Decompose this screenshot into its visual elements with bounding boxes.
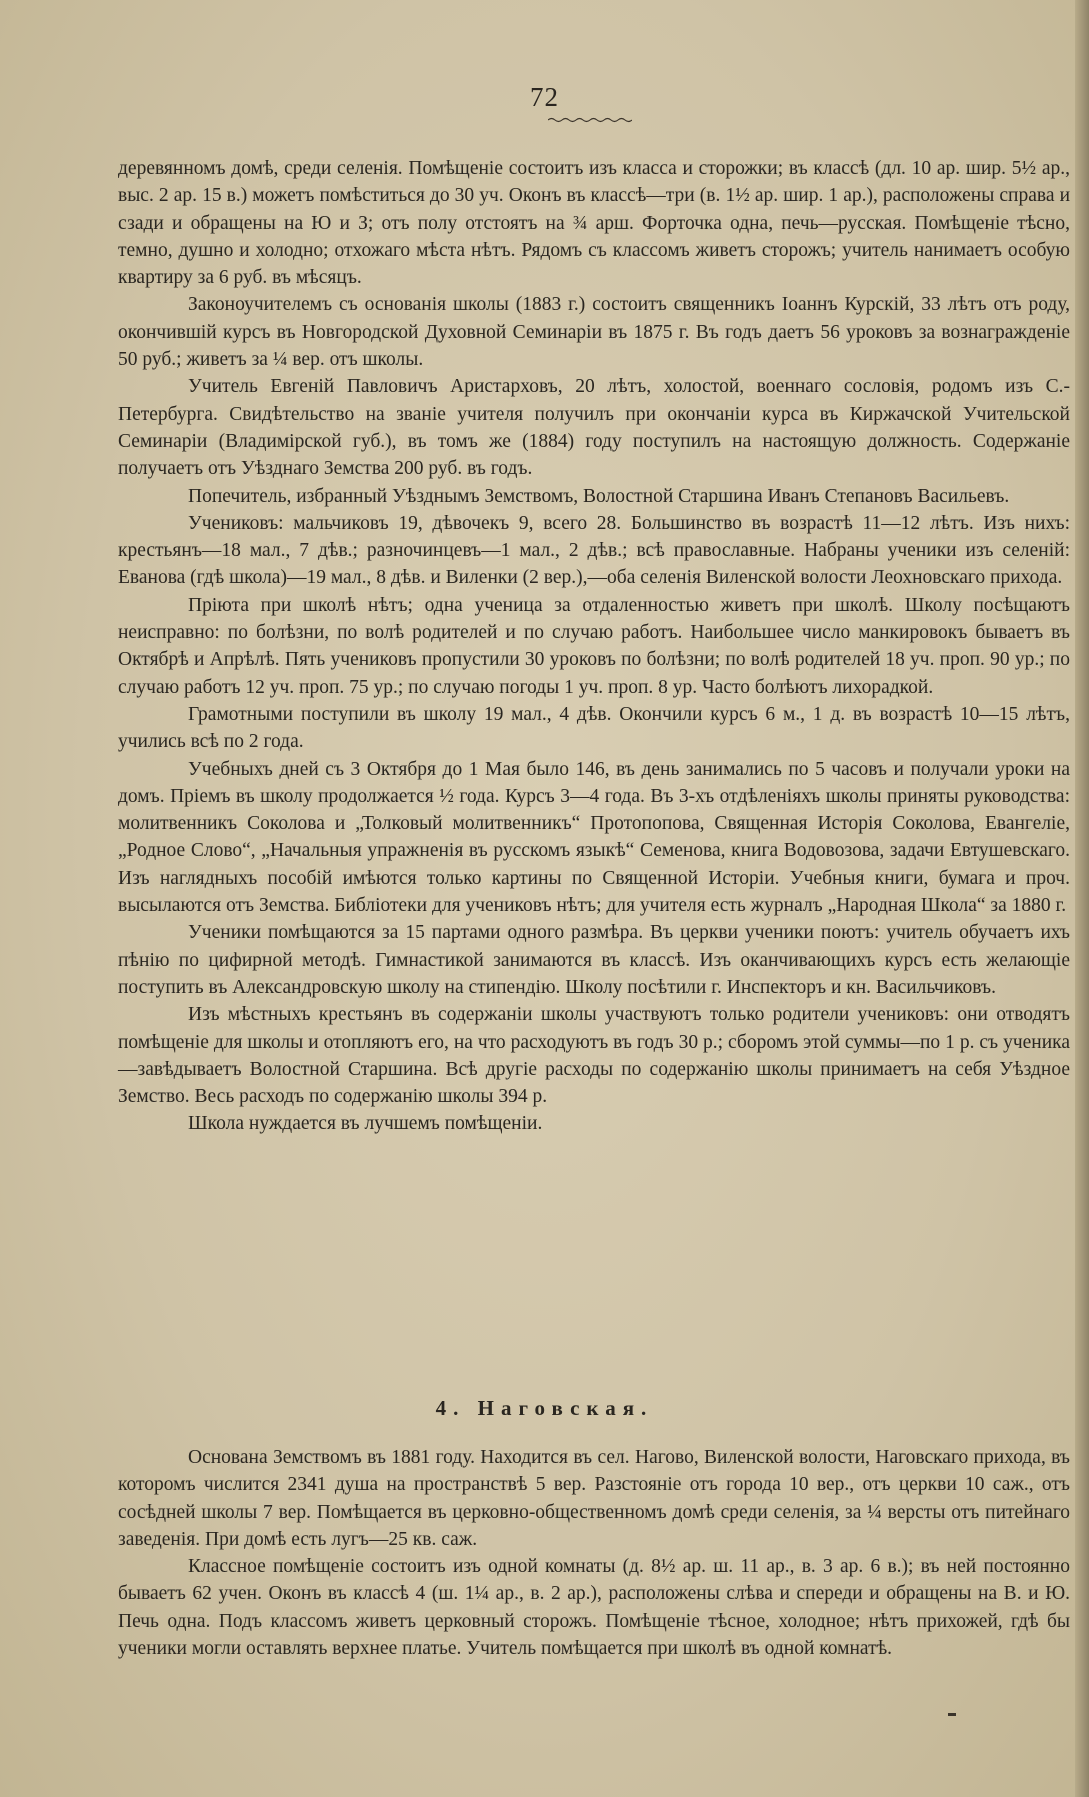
paragraph: Учитель Евгеній Павловичъ Аристарховъ, 20 лѣтъ, холостой, военнаго сословія, родомъ изъ С.-Петербурга. Свидѣтельство на званіе учителя получилъ при окончаніи курса въ Киржачской Учительской Семинаріи (Владимірской губ.), въ томъ же (1884) году поступилъ на настоящую должность. Содержаніе получаетъ отъ Уѣзднаго Земства 200 руб. въ годъ. [118,376,1070,480]
paragraph: Ученики помѣщаются за 15 партами одного размѣра. Въ церкви ученики поютъ: учитель обучаетъ ихъ пѣнію по цифирной методѣ. Гимнастикой занимаются въ классѣ. Изъ оканчивающихъ курсъ есть желающіе поступить въ Александровскую школу на стипендію. Школу посѣтили г. Инспекторъ и кн. Васильчиковъ. [118,922,1070,998]
paragraph: Изъ мѣстныхъ крестьянъ въ содержаніи школы участвуютъ только родители учениковъ: они отводятъ помѣщеніе для школы и отопляютъ его, на что расходуютъ въ годъ 30 р.; сборомъ этой суммы—по 1 р. съ ученика—завѣдываетъ Волостной Старшина. Всѣ другіе расходы по содержанію школы принимаетъ на себя Уѣздное Земство. Весь расходъ по содержанію школы 394 р. [118,1004,1070,1108]
paragraph: Пріюта при школѣ нѣтъ; одна ученица за отдаленностью живетъ при школѣ. Школу посѣщаютъ неисправно: по болѣзни, по волѣ родителей и по случаю работъ. Наибольшее число манкировокъ бываетъ въ Октябрѣ и Апрѣлѣ. Пять учениковъ пропустили 30 уроковъ по болѣзни; по волѣ родителей 18 уч. проп. 90 ур.; по случаю работъ 12 уч. проп. 75 ур.; по случаю погоды 1 уч. проп. 8 ур. Часто болѣютъ лихорадкой. [118,594,1070,698]
paragraph: Школа нуждается въ лучшемъ помѣщеніи. [188,1113,543,1135]
page-number: 72 [530,82,559,112]
ink-mark [948,1713,956,1716]
paragraph: Попечитель, избранный Уѣзднымъ Земствомъ, Волостной Старшина Иванъ Степановъ Васильевъ. [188,485,1010,507]
paragraph: деревянномъ домѣ, среди селенія. Помѣщеніе состоитъ изъ класса и сторожки; въ классѣ (дл. 10 ар. шир. 5½ ар., выс. 2 ар. 15 в.) можетъ помѣститься до 30 уч. Оконъ въ классѣ—три (в. 1½ ар. шир. 1 ар.), расположены справа и сзади и обращены на Ю и З; отъ полу отстоятъ на ¾ арш. Форточка одна, печь—русская. Помѣщеніе тѣсно, темно, душно и холодно; отхожаго мѣста нѣтъ. Рядомъ съ классомъ живетъ сторожъ; учитель нанимаетъ особую квартиру за 6 руб. въ мѣсяцъ. [118,158,1070,289]
paragraph: Учебныхъ дней съ 3 Октября до 1 Мая было 146, въ день занимались по 5 часовъ и получали уроки на домъ. Пріемъ въ школу продолжается ½ года. Курсъ 3—4 года. Въ 3-хъ отдѣленіяхъ школы приняты руководства: молитвенникъ Соколова и „Толковый молитвенникъ“ Протопопова, Священная Исторія Соколова, Евангеліе, „Родное Слово“, „Начальныя упражненія въ русскомъ языкѣ“ Семенова, книга Водовозова, задачи Евтушевскаго. Изъ наглядныхъ пособій имѣются только картины по Священной Исторіи. Учебныя книги, бумага и проч. высылаются отъ Земства. Библіотеки для учениковъ нѣтъ; для учителя есть журналъ „Народная Школа“ за 1880 г. [118,758,1070,917]
ornament-divider [548,117,632,123]
paragraph: Грамотными поступили въ школу 19 мал., 4 дѣв. Окончили курсъ 6 м., 1 д. въ возрастѣ 10—15 лѣтъ, учились всѣ по 2 года. [118,703,1070,753]
bottom-text-block [118,1444,1070,1662]
section-title: 4. Наговская. [435,1396,654,1420]
top-text-block [118,155,1070,1138]
paragraph: Законоучителемъ съ основанія школы (1883 г.) состоитъ священникъ Іоаннъ Курскій, 33 лѣтъ отъ роду, окончившій курсъ въ Новгородской Духовной Семинаріи въ 1875 г. Въ годъ даетъ 56 уроковъ за вознагражденіе 50 руб.; живетъ за ¼ вер. отъ школы. [118,294,1070,371]
paragraph: Учениковъ: мальчиковъ 19, дѣвочекъ 9, всего 28. Большинство въ возрастѣ 11—12 лѣтъ. Изъ нихъ: крестьянъ—18 мал., 7 дѣв.; разночинцевъ—1 мал., 2 дѣв.; всѣ православные. Набраны ученики изъ селеній: Еванова (гдѣ школа)—19 мал., 8 дѣв. и Виленки (2 вер.),—оба селенія Виленской волости Леохновскаго прихода. [118,512,1070,589]
paragraph: Основана Земствомъ въ 1881 году. Находится въ сел. Нагово, Виленской волости, Наговскаго прихода, въ которомъ числится 2341 душа на пространствѣ 5 вер. Разстояніе отъ города 10 вер., отъ церкви 10 саж., отъ сосѣдней школы 7 вер. Помѣщается въ церковно-общественномъ домѣ среди селенія, за ¼ версты отъ питейнаго заведенія. При домѣ есть лугъ—25 кв. саж. [118,1447,1070,1550]
paragraph: Классное помѣщеніе состоитъ изъ одной комнаты (д. 8½ ар. ш. 11 ар., в. 3 ар. 6 в.); въ ней постоянно бываетъ 62 учен. Оконъ въ классѣ 4 (ш. 1¼ ар., в. 2 ар.), расположены слѣва и спереди и обращены на В. и Ю. Печь одна. Подъ классомъ живетъ церковный сторожъ. Помѣщеніе тѣсное, холодное; нѣтъ прихожей, гдѣ бы ученики могли оставлять верхнее платье. Учитель помѣщается при школѣ въ одной комнатѣ. [118,1556,1070,1660]
page-edge-shadow [1075,0,1089,1797]
